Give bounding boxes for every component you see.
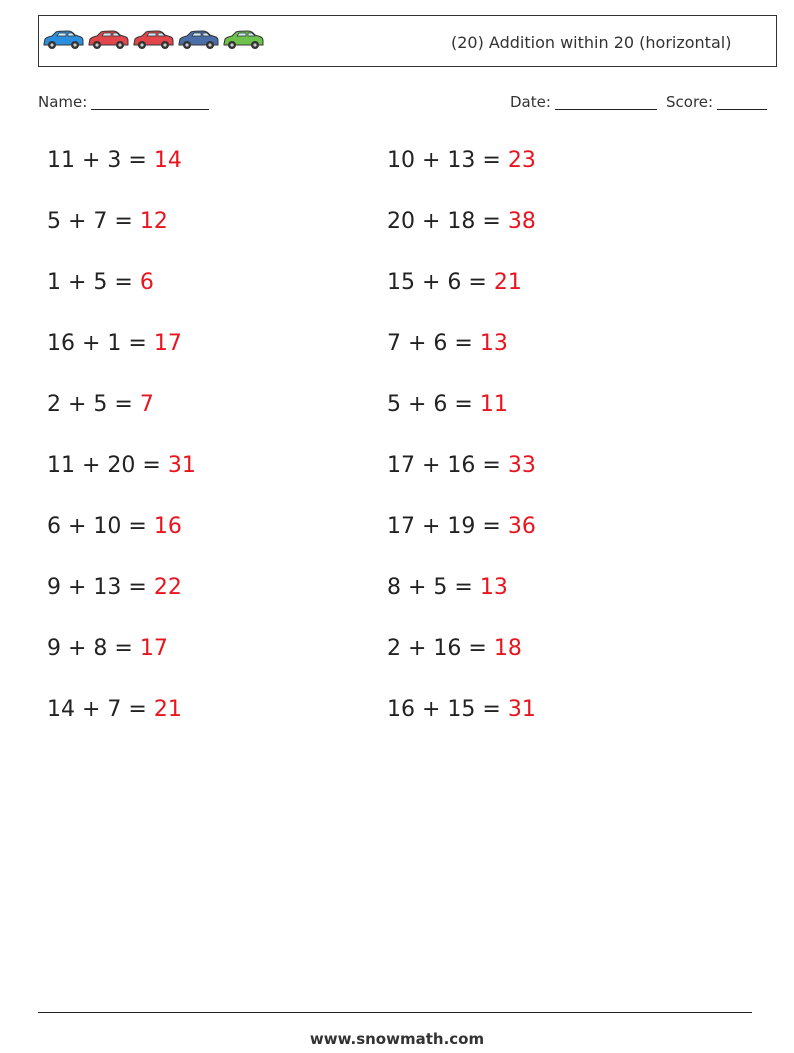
problem-item xyxy=(47,575,182,600)
problem-expression: 5 + 6 = xyxy=(387,392,473,417)
score-label: Score: xyxy=(666,93,714,111)
problem-answer: 38 xyxy=(507,209,536,234)
problem-expression: 17 + 16 = xyxy=(387,453,501,478)
problem-answer: 12 xyxy=(139,209,168,234)
problem-item xyxy=(47,636,168,661)
score-field xyxy=(666,93,767,111)
problem-item xyxy=(387,453,536,478)
problem-item xyxy=(47,209,168,234)
problem-expression: 17 + 19 = xyxy=(387,514,501,539)
problem-answer: 14 xyxy=(153,148,182,173)
problem-expression: 2 + 5 = xyxy=(47,392,133,417)
problem-expression: 9 + 8 = xyxy=(47,636,133,661)
problem-answer: 21 xyxy=(493,270,522,295)
problem-expression: 20 + 18 = xyxy=(387,209,501,234)
problem-item xyxy=(387,636,522,661)
name-line xyxy=(91,93,209,110)
problem-expression: 11 + 20 = xyxy=(47,453,161,478)
name-label: Name: xyxy=(38,93,88,111)
problem-answer: 13 xyxy=(479,331,508,356)
problem-item xyxy=(387,697,536,722)
problem-answer: 17 xyxy=(153,331,182,356)
car-icon xyxy=(132,29,175,51)
problem-item xyxy=(47,392,154,417)
problem-answer: 11 xyxy=(479,392,508,417)
problem-item xyxy=(387,148,536,173)
problem-item xyxy=(387,575,508,600)
car-icons xyxy=(42,29,265,51)
problem-item xyxy=(47,697,182,722)
problem-answer: 33 xyxy=(507,453,536,478)
worksheet-header xyxy=(38,15,777,67)
problem-item xyxy=(387,392,508,417)
car-icon xyxy=(222,29,265,51)
car-icon xyxy=(42,29,85,51)
problem-expression: 16 + 15 = xyxy=(387,697,501,722)
problem-expression: 14 + 7 = xyxy=(47,697,147,722)
problem-expression: 10 + 13 = xyxy=(387,148,501,173)
problem-item xyxy=(47,331,182,356)
problem-expression: 6 + 10 = xyxy=(47,514,147,539)
car-icon xyxy=(87,29,130,51)
problem-answer: 13 xyxy=(479,575,508,600)
worksheet-title: (20) Addition within 20 (horizontal) xyxy=(451,33,732,52)
car-icon xyxy=(177,29,220,51)
problem-expression: 15 + 6 = xyxy=(387,270,487,295)
problem-answer: 18 xyxy=(493,636,522,661)
problem-expression: 2 + 16 = xyxy=(387,636,487,661)
problem-answer: 7 xyxy=(139,392,154,417)
problem-expression: 1 + 5 = xyxy=(47,270,133,295)
problem-expression: 9 + 13 = xyxy=(47,575,147,600)
footer-website: www.snowmath.com xyxy=(309,1030,485,1048)
problem-answer: 22 xyxy=(153,575,182,600)
problem-answer: 31 xyxy=(167,453,196,478)
footer-divider xyxy=(38,1012,752,1013)
problem-expression: 7 + 6 = xyxy=(387,331,473,356)
problem-item xyxy=(387,331,508,356)
date-field xyxy=(510,93,657,111)
problem-expression: 5 + 7 = xyxy=(47,209,133,234)
problem-item xyxy=(47,148,182,173)
problem-answer: 16 xyxy=(153,514,182,539)
problem-expression: 16 + 1 = xyxy=(47,331,147,356)
problem-item xyxy=(47,453,196,478)
problem-answer: 17 xyxy=(139,636,168,661)
score-line xyxy=(717,93,767,110)
date-line xyxy=(555,93,657,110)
problem-item xyxy=(387,270,522,295)
problem-answer: 21 xyxy=(153,697,182,722)
problem-answer: 23 xyxy=(507,148,536,173)
problem-item xyxy=(387,514,536,539)
name-field xyxy=(38,93,209,111)
problem-item xyxy=(387,209,536,234)
problem-answer: 31 xyxy=(507,697,536,722)
problem-expression: 8 + 5 = xyxy=(387,575,473,600)
problem-answer: 36 xyxy=(507,514,536,539)
problem-item xyxy=(47,270,154,295)
problem-expression: 11 + 3 = xyxy=(47,148,147,173)
problem-item xyxy=(47,514,182,539)
problem-answer: 6 xyxy=(139,270,154,295)
date-label: Date: xyxy=(510,93,551,111)
